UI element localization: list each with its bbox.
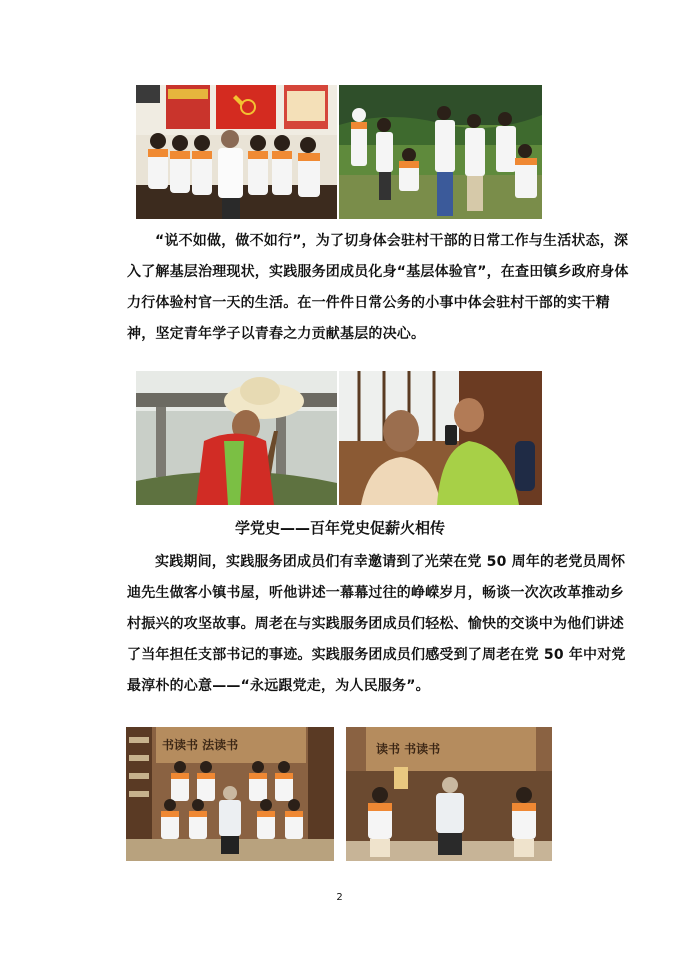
- paragraph-line: 力行体验村官一天的生活。在一件件日常公务的小事中体会驻村干部的实干精: [127, 295, 610, 311]
- bookshelf-sign-left: 书读书 法读书: [162, 738, 239, 752]
- paragraph-village-experience: [127, 226, 629, 350]
- paragraph-line: 迪先生做客小镇书屋，听他讲述一幕幕过往的峥嵘岁月，畅谈一次次改革推动乡: [127, 585, 624, 601]
- paragraph-line: 实践期间，实践服务团成员们有幸邀请到了光荣在党 50 周年的老党员周怀: [155, 554, 626, 570]
- paragraph-line: 了当年担任支部书记的事迹。实践服务团成员们感受到了周老在党 50 年中对党: [127, 647, 626, 663]
- paragraph-party-history: [127, 547, 626, 702]
- paragraph-line: “说不如做，做不如行”，为了切身体会驻村干部的日常工作与生活状态，深: [155, 233, 629, 249]
- photo-field-inspection: [339, 85, 542, 219]
- photo-interview-bookhouse: [346, 727, 552, 861]
- photo-elder-phone: [339, 371, 542, 505]
- section-heading: 学党史——百年党史促薪火相传: [234, 519, 445, 537]
- paragraph-line: 神，坚定青年学子以青春之力贡献基层的决心。: [127, 326, 426, 342]
- photo-group-office: [136, 85, 337, 219]
- paragraph-line: 入了解基层治理现状，实践服务团成员化身“基层体验官”，在查田镇乡政府身体: [127, 264, 629, 280]
- paragraph-line: 村振兴的攻坚故事。周老在与实践服务团成员们轻松、愉快的交谈中为他们讲述: [127, 616, 624, 632]
- page-number: 2: [336, 892, 343, 903]
- paragraph-line: 最淳朴的心意——“永远跟党走，为人民服务”。: [127, 678, 430, 694]
- photo-farmer-straw-hat: [136, 371, 337, 505]
- photo-group-bookhouse: [126, 727, 334, 861]
- bookshelf-sign-right: 读书 书读书: [376, 742, 441, 756]
